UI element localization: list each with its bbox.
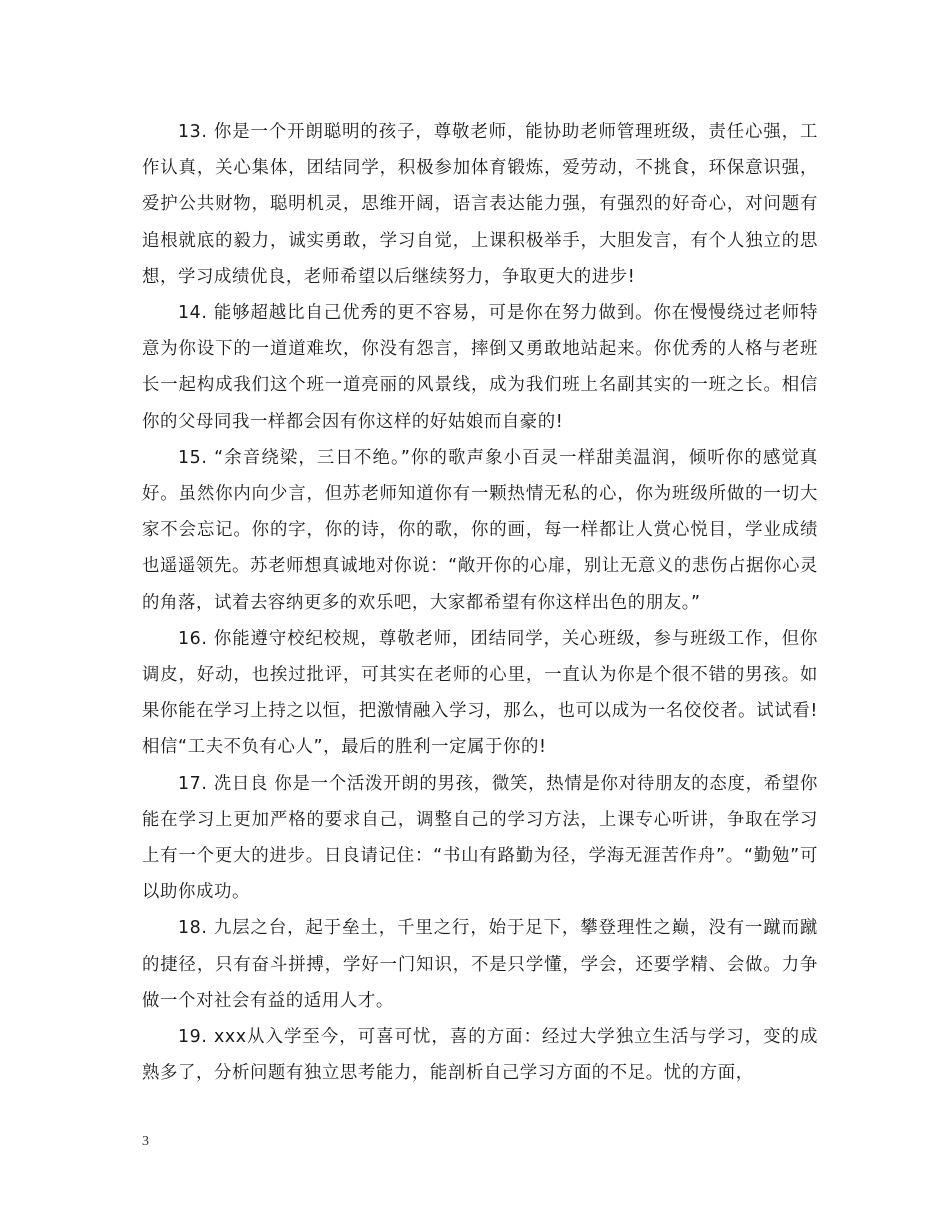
paragraph-15: 15. “余音绕梁，三日不绝。”你的歌声象小百灵一样甜美温润，倾听你的感觉真好。虽然你内向少言，但苏老师知道你有一颗热情无私的心，你为班级所做的一切大家不会忘记。你的字，你的诗，你的歌，你的画，每一样都让人赏心悦目，学业成绩也遥遥领先。苏老师想真诚地对你说：“敞开你的心扉，别让无意义的悲伤占据你心灵的角落，试着去容纳更多的欢乐吧，大家都希望有你这样出色的朋友。” <box>142 447 818 613</box>
paragraph-18: 18. 九层之台，起于垒土，千里之行，始于足下，攀登理性之巅，没有一蹴而蹴的捷径，只有奋斗拼搏，学好一门知识，不是只学懂，学会，还要学精、会做。力争做一个对社会有益的适用人才。 <box>142 918 818 1011</box>
paragraph-14: 14. 能够超越比自己优秀的更不容易，可是你在努力做到。你在慢慢绕过老师特意为你设下的一道道难坎，你没有怨言，摔倒又勇敢地站起来。你优秀的人格与老班长一起构成我们这个班一道亮丽的风景线，成为我们班上名副其实的一班之长。相信你的父母同我一样都会因有你这样的好姑娘而自豪的! <box>142 303 818 432</box>
paragraph-16: 16. 你能遵守校纪校规，尊敬老师，团结同学，关心班级，参与班级工作，但你调皮，好动，也挨过批评，可其实在老师的心里，一直认为你是个很不错的男孩。如果你能在学习上持之以恒，把激情融入学习，那么，也可以成为一名佼佼者。试试看!相信“工夫不负有心人”，最后的胜利一定属于你的! <box>142 628 818 758</box>
paragraph-13: 13. 你是一个开朗聪明的孩子，尊敬老师，能协助老师管理班级，责任心强，工作认真，关心集体，团结同学，积极参加体育锻炼，爱劳动，不挑食，环保意识强，爱护公共财物，聪明机灵，思维开阔，语言表达能力强，有强烈的好奇心，对问题有追根就底的毅力，诚实勇敢，学习自觉，上课积极举手，大胆发言，有个人独立的思想，学习成绩优良，老师希望以后继续努力，争取更大的进步! <box>142 122 818 287</box>
paragraph-17: 17. 冼日良 你是一个活泼开朗的男孩，微笑，热情是你对待朋友的态度，希望你能在学习上更加严格的要求自己，调整自己的学习方法，上课专心听讲，争取在学习上有一个更大的进步。日良请记住：“书山有路勤为径，学海无涯苦作舟”。“勤勉”可以助你成功。 <box>142 773 818 903</box>
paragraph-19: 19. xxx从入学至今，可喜可忧，喜的方面：经过大学独立生活与学习，变的成熟多了，分析问题有独立思考能力，能剖析自己学习方面的不足。忧的方面， <box>142 1027 818 1084</box>
page-number: 3 <box>142 1134 149 1149</box>
document-body <box>142 114 818 1091</box>
